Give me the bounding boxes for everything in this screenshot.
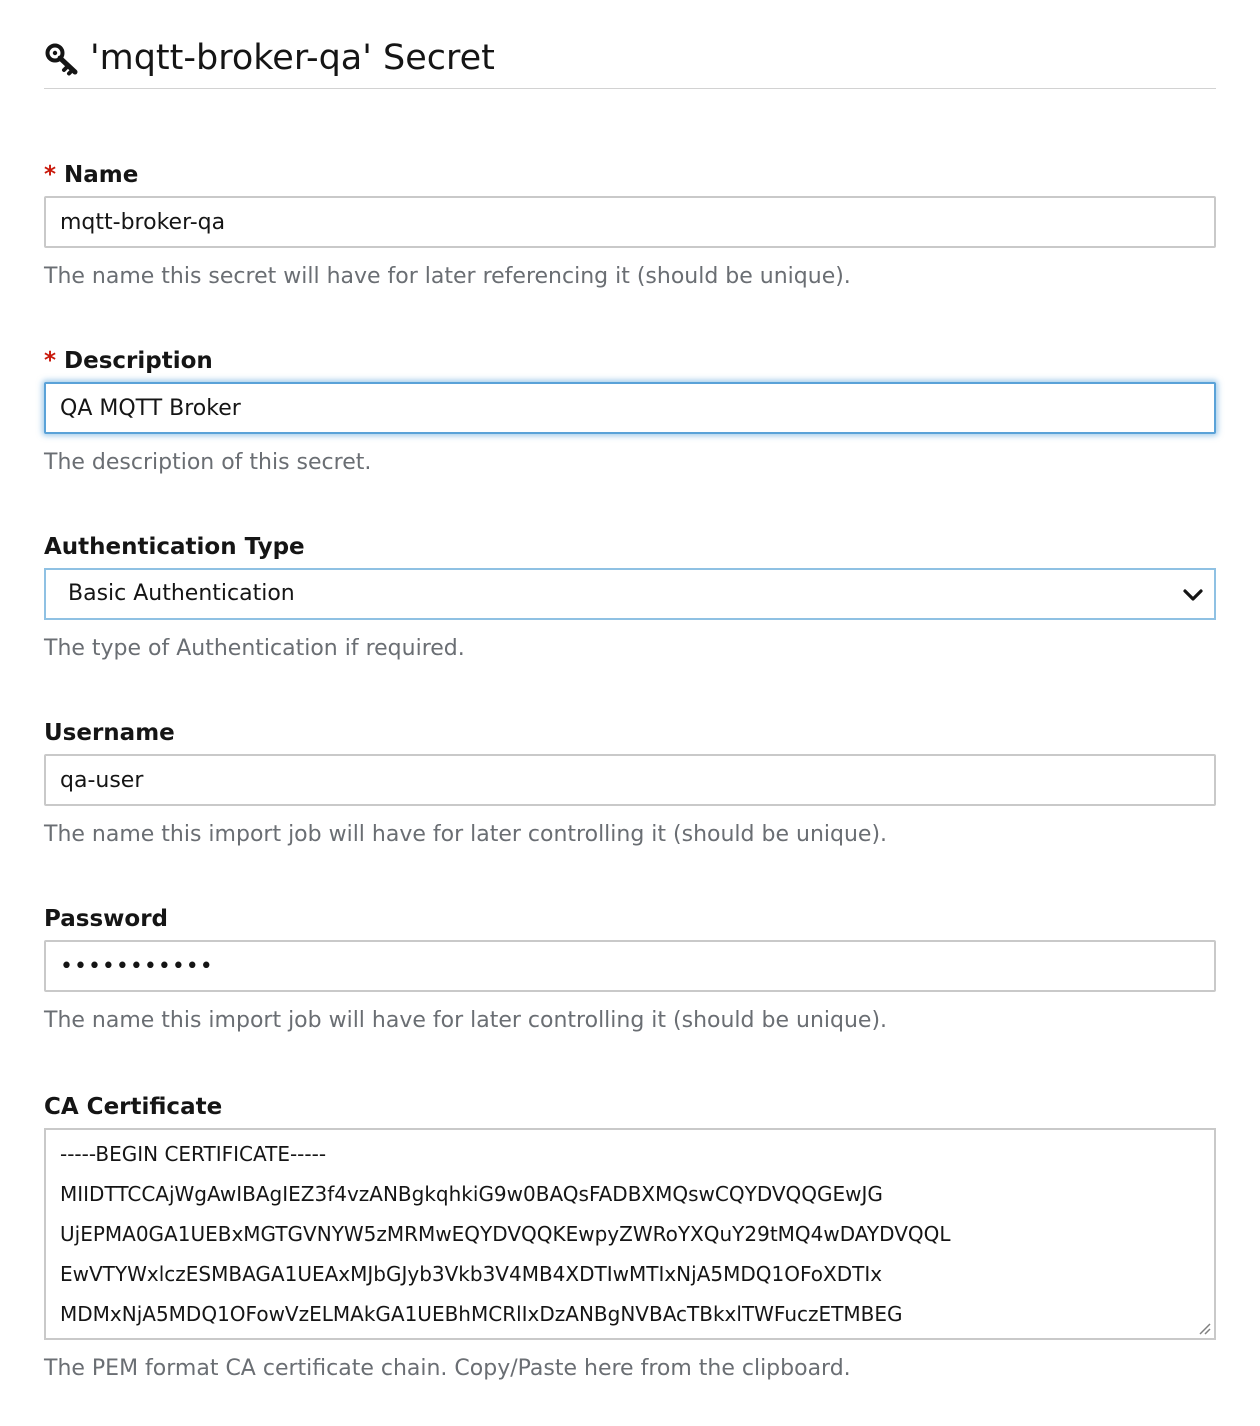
auth-type-select[interactable] bbox=[44, 568, 1216, 620]
auth-type-help-text: The type of Authentication if required. bbox=[44, 636, 465, 661]
cert-line: MDMxNjA5MDQ1OFowVzELMAkGA1UEBhMCRlIxDzANBgNVBAcTBkxlTWFuczETMBEG bbox=[60, 1302, 903, 1326]
description-input[interactable] bbox=[44, 382, 1216, 434]
cert-line: UjEPMA0GA1UEBxMGTGVNYW5zMRMwEQYDVQQKEwpyZWRoYXQuY29tMQ4wDAYDVQQL bbox=[60, 1222, 951, 1246]
chevron-down-icon bbox=[1182, 584, 1204, 606]
auth-type-label: Authentication Type bbox=[44, 534, 305, 560]
description-label: * Description bbox=[44, 348, 213, 374]
ca-certificate-textarea[interactable] bbox=[44, 1128, 1216, 1340]
username-label: Username bbox=[44, 720, 175, 746]
key-icon bbox=[44, 41, 80, 77]
ca-certificate-help-text: The PEM format CA certificate chain. Copy/Paste here from the clipboard. bbox=[44, 1356, 851, 1381]
required-marker: * bbox=[44, 162, 57, 188]
description-help-text: The description of this secret. bbox=[44, 450, 372, 475]
username-help-text: The name this import job will have for later controlling it (should be unique). bbox=[44, 822, 888, 847]
name-input[interactable] bbox=[44, 196, 1216, 248]
cert-line: MIIDTTCCAjWgAwIBAgIEZ3f4vzANBgkqhkiG9w0BAQsFADBXMQswCQYDVQQGEwJG bbox=[60, 1182, 883, 1206]
cert-line: -----BEGIN CERTIFICATE----- bbox=[60, 1142, 327, 1166]
page-header bbox=[44, 34, 1216, 89]
password-help-text: The name this import job will have for later controlling it (should be unique). bbox=[44, 1008, 888, 1033]
ca-certificate-label: CA Certificate bbox=[44, 1094, 223, 1120]
required-marker: * bbox=[44, 348, 57, 374]
name-help-text: The name this secret will have for later referencing it (should be unique). bbox=[44, 264, 851, 289]
auth-type-selected-value: Basic Authentication bbox=[68, 581, 295, 606]
name-label: * Name bbox=[44, 162, 139, 188]
page-title: 'mqtt-broker-qa' Secret bbox=[90, 38, 495, 78]
password-label: Password bbox=[44, 906, 168, 932]
resize-grip-icon[interactable] bbox=[1194, 1318, 1212, 1336]
cert-line: EwVTYWxlczESMBAGA1UEAxMJbGJyb3Vkb3V4MB4XDTIwMTIxNjA5MDQ1OFoXDTIx bbox=[60, 1262, 883, 1286]
password-input[interactable] bbox=[44, 940, 1216, 992]
username-input[interactable] bbox=[44, 754, 1216, 806]
